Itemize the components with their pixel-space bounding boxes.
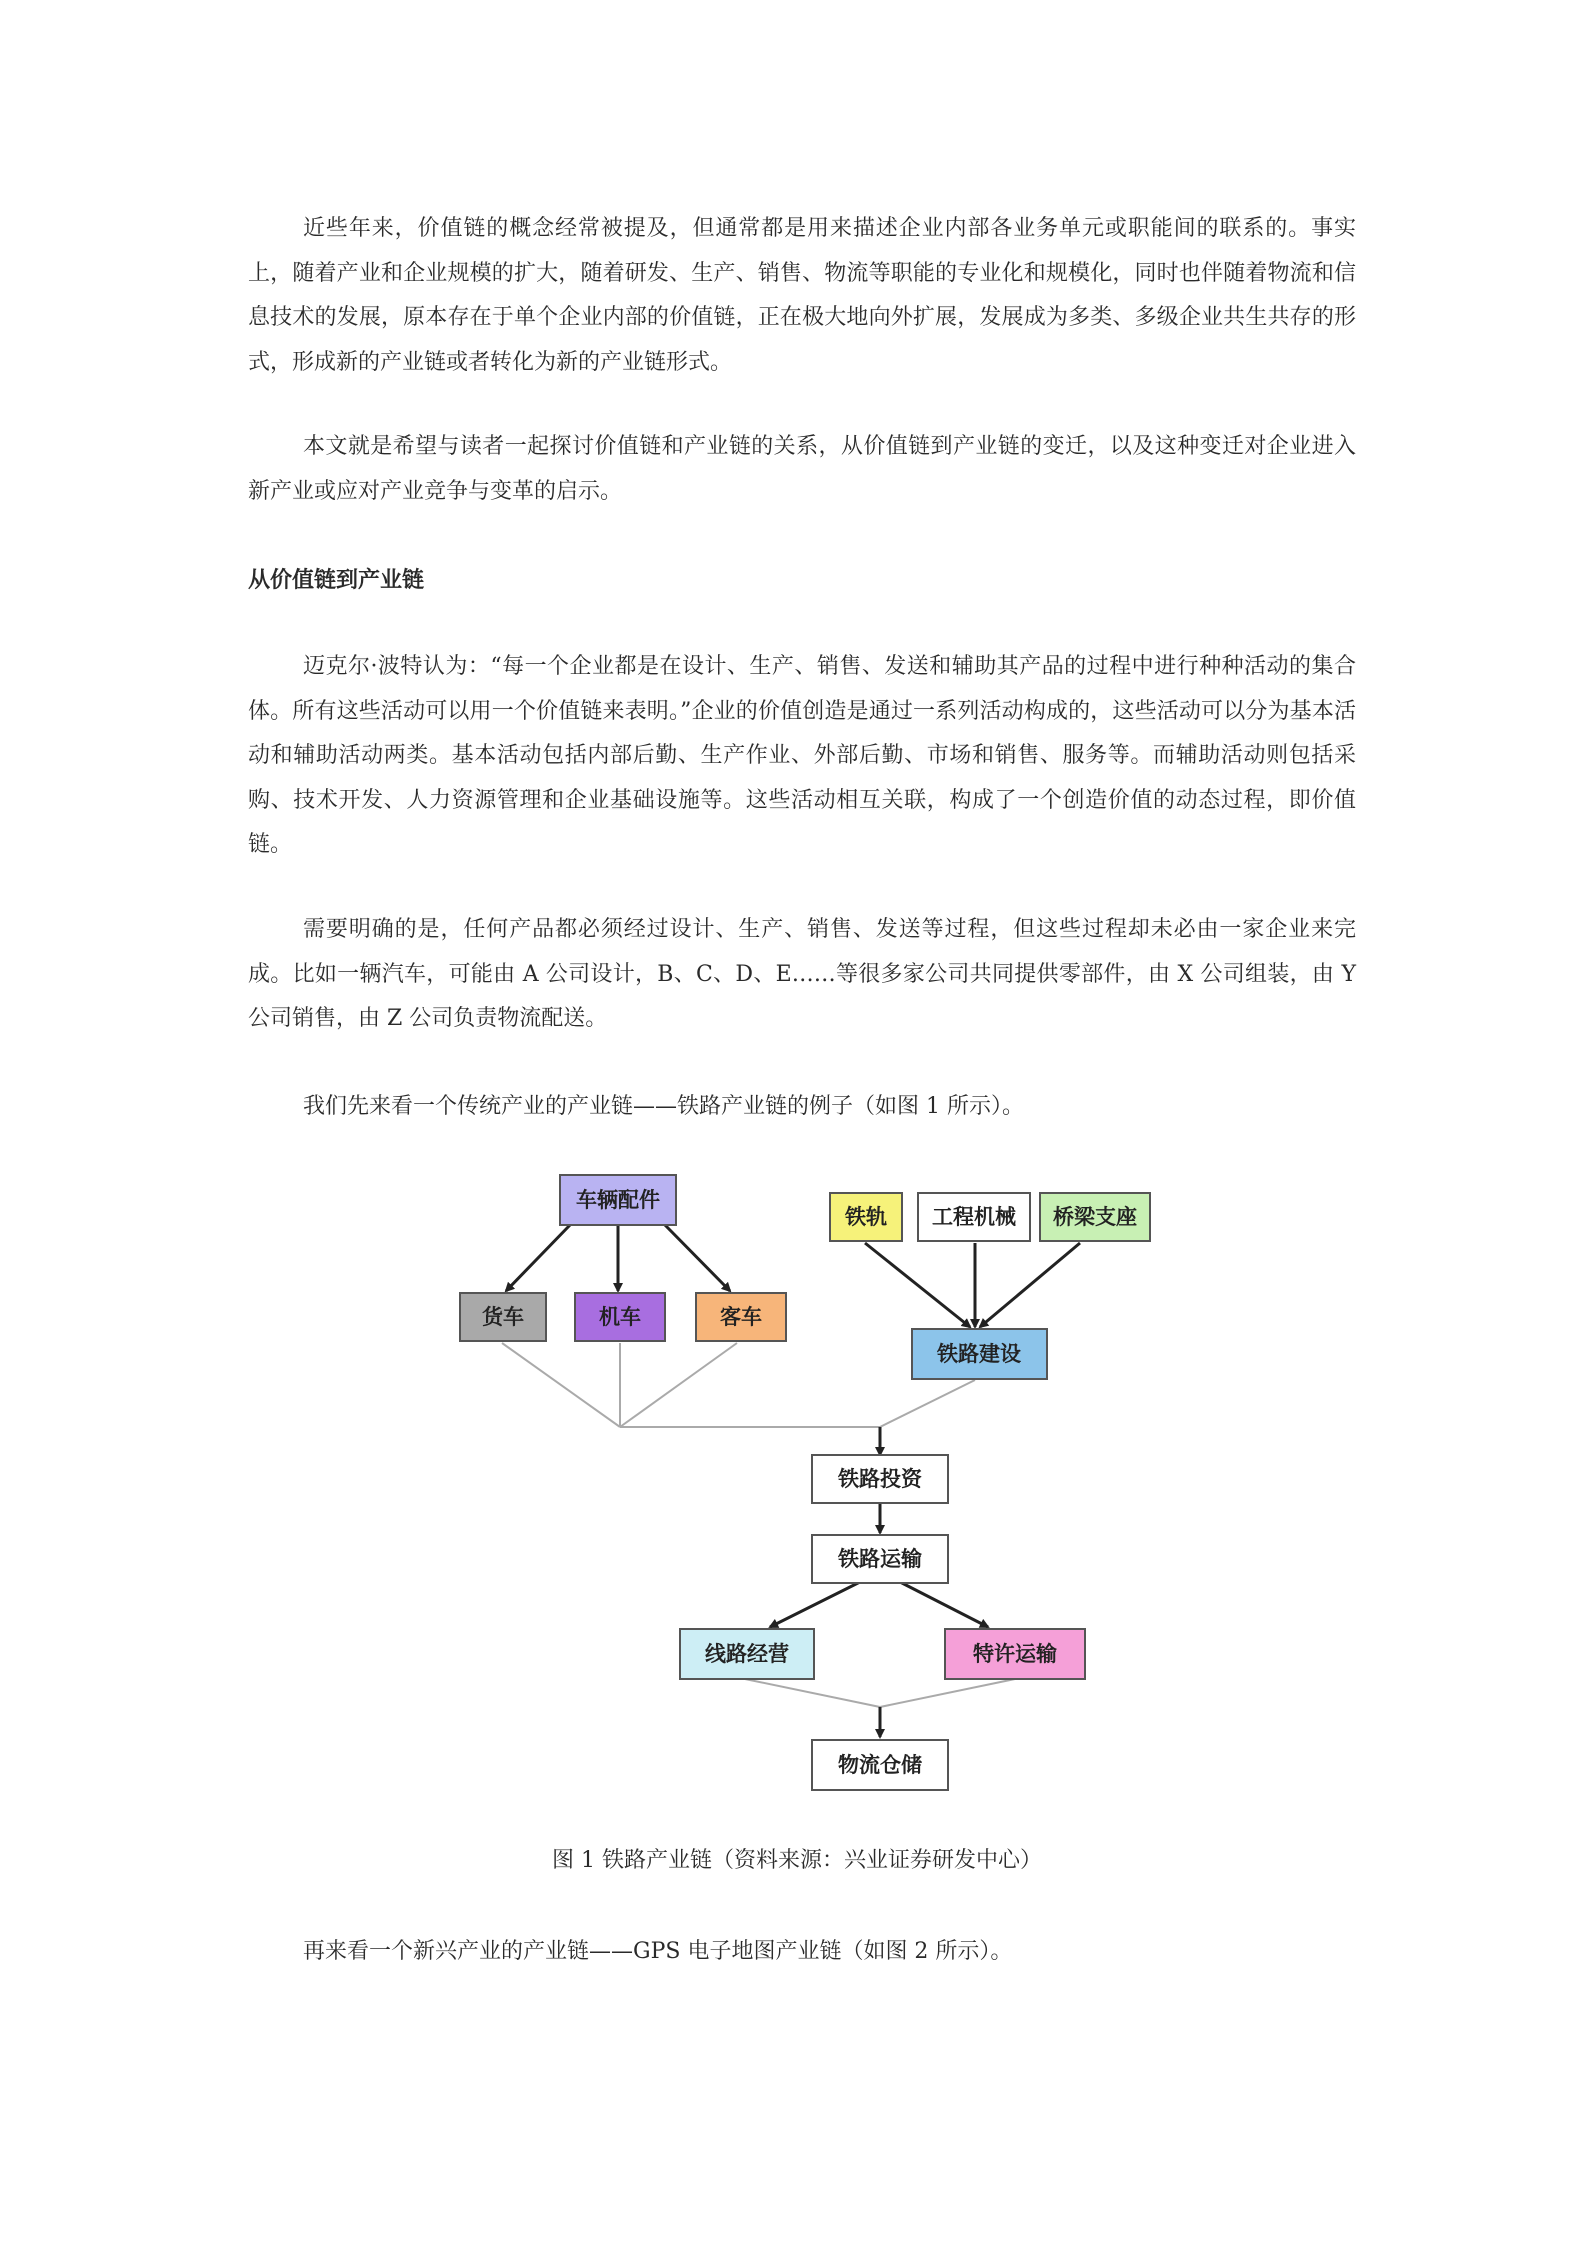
node-franchise — [945, 1629, 1085, 1679]
intro-paragraph: 近些年来，价值链的概念经常被提及，但通常都是用来描述企业内部各业务单元或职能间的联系的。事实上，随着产业和企业规模的扩大，随着研发、生产、销售、物流等职能的专业化和规模化，同时也伴随着物流和信息技术的发展，原本存在于单个企业内部的价值链，正在极大地向外扩展，发展成为多类、多级企业共生共存的形式，形成新的产业链或者转化为新的产业链形式。 — [248, 216, 1356, 375]
link-line-operation-junction — [745, 1679, 880, 1707]
railway-intro-paragraph: 我们先来看一个传统产业的产业链——铁路产业链的例子（如图 1 所示）。 — [303, 1094, 1024, 1119]
node-parts — [560, 1175, 676, 1225]
edge-bridge-construction — [980, 1243, 1080, 1327]
node-franchise-label: 特许运输 — [973, 1642, 1057, 1666]
node-freight-label: 货车 — [482, 1305, 524, 1329]
gps-intro-paragraph: 再来看一个新兴产业的产业链——GPS 电子地图产业链（如图 2 所示）。 — [303, 1939, 1013, 1964]
section-heading: 从价值链到产业链 — [248, 567, 425, 593]
node-loco-label: 机车 — [599, 1305, 641, 1329]
link-passenger-junction — [620, 1343, 737, 1427]
link-construction-merge — [880, 1380, 975, 1427]
node-logistics — [812, 1740, 948, 1790]
node-bridge — [1040, 1193, 1150, 1241]
railway-industry-chain-diagram — [440, 1155, 1137, 1835]
node-construction — [912, 1329, 1047, 1379]
node-rail-label: 铁轨 — [845, 1205, 887, 1229]
node-loco — [575, 1293, 665, 1341]
node-transport-label: 铁路运输 — [838, 1547, 922, 1571]
porter-paragraph: 迈克尔·波特认为：“每一个企业都是在设计、生产、销售、发送和辅助其产品的过程中进行种种活动的集合体。所有这些活动可以用一个价值链来表明。”企业的价值创造是通过一系列活动构成的，这些活动可以分为基本活动和辅助活动两类。基本活动包括内部后勤、生产作业、外部后勤、市场和销售、服务等。而辅助活动则包括采购、技术开发、人力资源管理和企业基础设施等。这些活动相互关联，构成了一个创造价值的动态过程，即价值链。 — [248, 654, 1356, 857]
node-freight — [460, 1293, 546, 1341]
node-investment — [812, 1455, 948, 1503]
node-bridge-label: 桥梁支座 — [1053, 1205, 1137, 1229]
figure-caption: 图 1 铁路产业链（资料来源：兴业证券研发中心） — [552, 1848, 1042, 1873]
purpose-paragraph: 本文就是希望与读者一起探讨价值链和产业链的关系，从价值链到产业链的变迁，以及这种变迁对企业进入新产业或应对产业竞争与变革的启示。 — [248, 434, 1356, 504]
node-construction-label: 铁路建设 — [937, 1342, 1021, 1366]
node-machinery-label: 工程机械 — [932, 1205, 1016, 1229]
node-investment-label: 铁路投资 — [838, 1467, 922, 1491]
edge-parts-passenger — [665, 1225, 730, 1291]
node-parts-label: 车辆配件 — [576, 1188, 660, 1212]
node-machinery — [918, 1193, 1030, 1241]
process-paragraph: 需要明确的是，任何产品都必须经过设计、生产、销售、发送等过程，但这些过程却未必由一家企业来完成。比如一辆汽车，可能由 A 公司设计，B、C、D、E……等很多家公司共同提供零部件，由 X 公司组装，由 Y 公司销售，由 Z 公司负责物流配送。 — [248, 917, 1356, 1031]
node-rail — [830, 1193, 902, 1241]
node-transport — [812, 1535, 948, 1583]
link-freight-junction — [502, 1343, 620, 1427]
node-line-operation — [680, 1629, 814, 1679]
edge-parts-freight — [506, 1225, 570, 1291]
node-passenger — [696, 1293, 786, 1341]
node-passenger-label: 客车 — [720, 1305, 762, 1329]
edge-rail-construction — [865, 1243, 970, 1327]
node-logistics-label: 物流仓储 — [838, 1753, 922, 1777]
edge-transport-franchise — [900, 1582, 988, 1627]
link-franchise-junction — [880, 1679, 1015, 1707]
node-line-operation-label: 线路经营 — [705, 1642, 789, 1666]
edge-transport-line-operation — [770, 1582, 860, 1627]
